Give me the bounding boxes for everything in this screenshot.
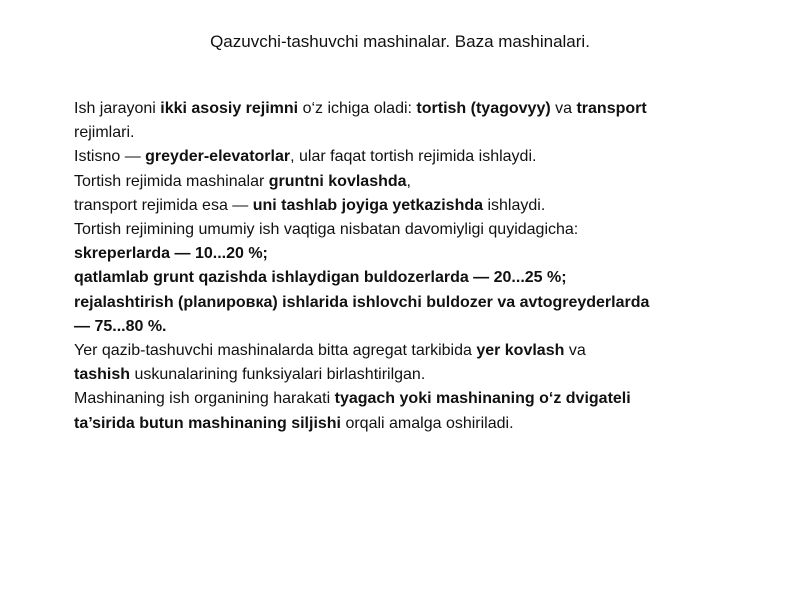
bold-text: tashish [74, 366, 131, 384]
paragraph [74, 291, 724, 339]
text-line [74, 194, 724, 218]
text-line [74, 363, 724, 387]
text-run: Ish jarayoni [74, 100, 161, 117]
text-run: Tortish rejimining umumiy ish vaqtiga nisbatan davomiyligi quyidagicha: [74, 221, 579, 239]
text-line [74, 97, 724, 121]
bold-text: gruntni kovlashda [268, 172, 407, 190]
paragraph [74, 194, 724, 218]
text-line [74, 218, 724, 242]
text-run: o‘z ichiga oladi: [298, 100, 417, 117]
paragraph [74, 266, 724, 290]
paragraph [74, 170, 724, 194]
text-run: Yer qazib-tashuvchi mashinalarda bitta agregat tarkibida [74, 342, 477, 360]
text-line [74, 121, 724, 145]
paragraph [74, 242, 724, 266]
bold-text: ikki asosiy rejimni [160, 100, 299, 117]
text-run: , ular faqat tortish rejimida ishlaydi. [290, 148, 537, 166]
bold-text: yer kovlash [476, 342, 565, 360]
paragraph [74, 145, 724, 169]
bold-text: rejalashtirish (planировка) ishlarida ishlovchi buldozer va avtogreyderlarda [74, 293, 650, 311]
text-run: transport rejimida esa — [74, 196, 253, 214]
text-line [74, 339, 724, 363]
text-line [74, 266, 724, 290]
bold-text: tyagach yoki mashinaning o‘z dvigateli [334, 390, 631, 408]
text-run: Mashinaning ish organining harakati [74, 390, 335, 408]
bold-text: tortish (tyagovyy) [416, 100, 551, 117]
bold-text: qatlamlab grunt qazishda ishlaydigan buldozerlarda — 20...25 %; [74, 269, 567, 287]
bold-text: — 75...80 %. [74, 317, 167, 335]
text-line [74, 170, 724, 194]
text-line [74, 242, 724, 266]
text-run: , [406, 172, 411, 190]
bold-text: skreperlarda — 10...20 %; [74, 245, 268, 263]
text-run: orqali amalga oshiriladi. [341, 414, 514, 432]
text-run: Tortish rejimida mashinalar [74, 172, 269, 190]
paragraph [74, 97, 724, 145]
bold-text: transport [576, 100, 647, 117]
slide-title: Qazuvchi-tashuvchi mashinalar. Baza mashinalari. [210, 32, 590, 51]
bold-text: greyder-elevatorlar [145, 148, 291, 166]
text-line [74, 291, 724, 315]
text-run: va [564, 342, 586, 360]
text-line [74, 145, 724, 169]
paragraph [74, 387, 724, 435]
text-run: ishlaydi. [483, 196, 546, 214]
text-line [74, 412, 724, 436]
text-run: rejimlari. [74, 124, 135, 142]
text-run: Istisno — [74, 148, 146, 166]
text-run: uskunalarining funksiyalari birlashtirilgan. [130, 366, 426, 384]
slide-body [74, 97, 724, 436]
paragraph [74, 218, 724, 242]
text-run: va [550, 100, 577, 117]
text-line [74, 387, 724, 411]
paragraph [74, 339, 724, 387]
bold-text: ta’sirida butun mashinaning siljishi [74, 414, 341, 432]
text-line [74, 315, 724, 339]
bold-text: uni tashlab joyiga yetkazishda [252, 196, 484, 214]
